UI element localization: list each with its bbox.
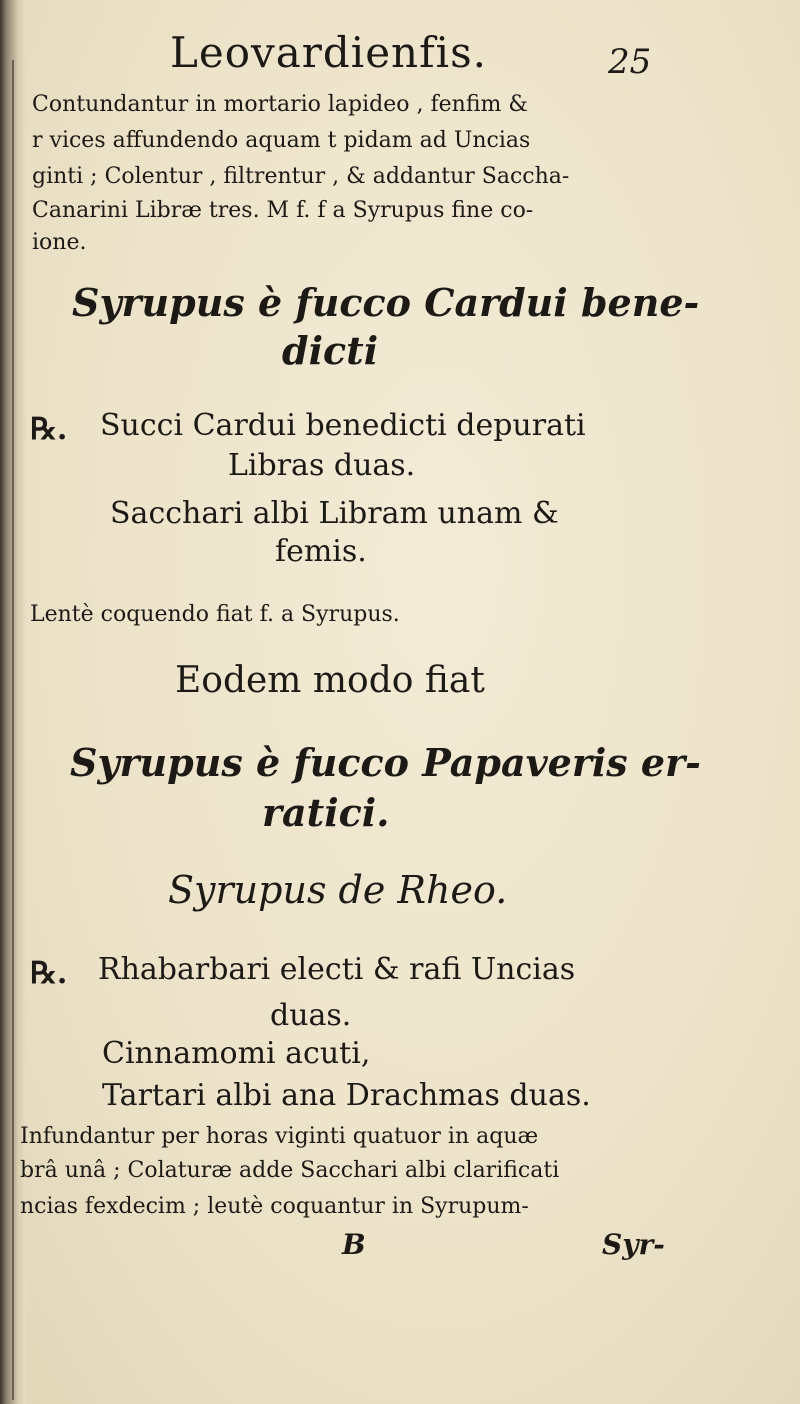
recipe-title: Syrupus è fucco Cardui bene- [72, 280, 700, 325]
ingredient-line: Rhabarbari electi & rafi Uncias [98, 952, 576, 987]
instruction-line: Infundantur per horas viginti quatuor in aquæ [20, 1124, 539, 1149]
ingredient-line: Libras duas. [228, 448, 416, 483]
instruction-line: ncias fexdecim ; leutè coquantur in Syrupum- [20, 1194, 529, 1219]
instruction-line: brâ unâ ; Colaturæ adde Sacchari albi clarificati [20, 1158, 560, 1183]
recipe-sign: ℞. [30, 956, 68, 991]
text-line: ione. [32, 230, 87, 255]
instruction-line: Lentè coquendo fiat f. a Syrupus. [30, 602, 400, 627]
ingredient-line: Tartari albi ana Drachmas duas. [102, 1078, 591, 1113]
ingredient-line: femis. [275, 534, 367, 569]
recipe-sign: ℞. [30, 412, 68, 447]
ingredient-line: duas. [270, 998, 352, 1033]
note-line: Eodem modo fiat [175, 660, 485, 701]
text-line: ginti ; Colentur , filtrentur , & addantur Saccha- [32, 164, 570, 189]
signature-mark: B [342, 1228, 366, 1261]
recipe-title: Syrupus de Rheo. [168, 868, 508, 912]
running-head: Leovardienfis. [170, 28, 487, 77]
ingredient-line: Sacchari albi Libram unam & [110, 496, 559, 531]
catchword: Syr- [602, 1228, 665, 1261]
recipe-title: dicti [282, 328, 379, 373]
ingredient-line: Succi Cardui benedicti depurati [100, 408, 586, 443]
recipe-title: ratici. [262, 790, 390, 835]
recipe-title: Syrupus è fucco Papaveris er- [70, 740, 701, 785]
text-line: Contundantur in mortario lapideo , fenfim & [32, 92, 528, 117]
text-line: Canarini Libræ tres. M f. f a Syrupus fine co- [32, 198, 534, 223]
gutter-line [12, 60, 14, 1400]
text-line: r vices affundendo aquam t pidam ad Uncias [32, 128, 531, 153]
ingredient-line: Cinnamomi acuti, [102, 1036, 371, 1071]
page-number: 25 [608, 42, 652, 82]
